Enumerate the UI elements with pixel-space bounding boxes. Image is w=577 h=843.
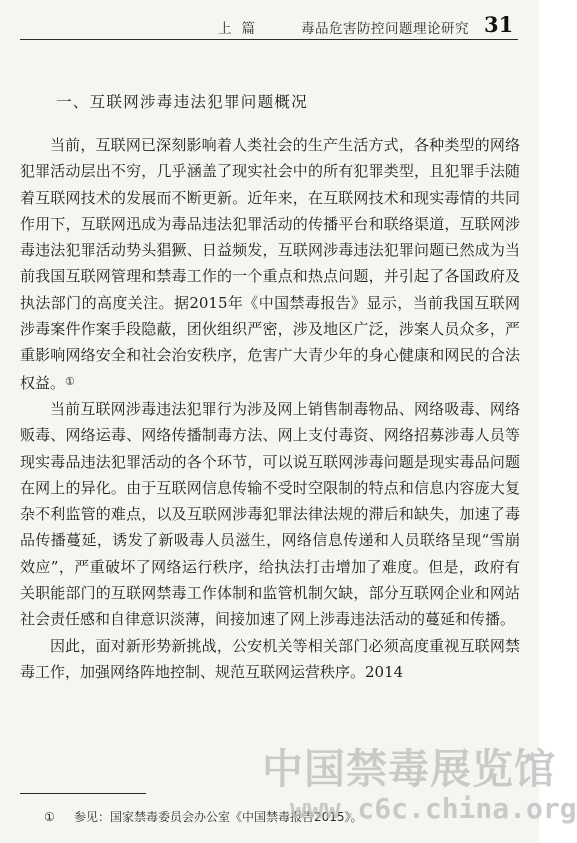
- footnote-reference[interactable]: ①: [65, 374, 75, 388]
- header-rule: [20, 39, 518, 40]
- running-header: [218, 14, 518, 38]
- watermark-url: www.c6c.china.org: [290, 792, 577, 825]
- section-heading: 一、互联网涉毒违法犯罪问题概况: [56, 93, 309, 111]
- paragraph-text: 当前互联网涉毒违法犯罪行为涉及网上销售制毒物品、网络吸毒、网络贩毒、网络运毒、网络传播制毒方法、网上支付毒资、网络招募涉毒人员等现实毒品违法犯罪活动的各个环节，可以说互联网涉毒问题是现实毒品问题在网上的异化。由于互联网信息传输不受时空限制的特点和信息内容庞大复杂不利监管的难点，以及互联网涉毒犯罪法律法规的滞后和缺失，加速了毒品传播蔓延，诱发了新吸毒人员滋生，网络信息传递和人员联络呈现“雪崩效应”，严重破坏了网络运行秩序，给执法打击增加了难度。但是，政府有关职能部门的互联网禁毒工作体制和监管机制欠缺，部分互联网企业和网站社会责任感和自律意识淡薄，间接加速了网上涉毒违法活动的蔓延和传播。: [20, 399, 520, 629]
- part-label: 上篇: [218, 21, 265, 37]
- paragraph-text: 因此，面对新形势新挑战，公安机关等相关部门必须高度重视互联网禁毒工作，加强网络阵地控制、规范互联网运营秩序。2014: [20, 636, 520, 681]
- watermark-title: 中国禁毒展览馆: [262, 745, 556, 793]
- footnote-text: 参见：国家禁毒委员会办公室《中国禁毒报告2015》。: [74, 810, 363, 824]
- footnote: [44, 808, 363, 825]
- paragraph: [20, 132, 520, 396]
- paragraph: [20, 396, 520, 633]
- footnote-mark: ①: [44, 810, 55, 824]
- paragraph-text: 当前，互联网已深刻影响着人类社会的生产生活方式，各种类型的网络犯罪活动层出不穷，几乎涵盖了现实社会中的所有犯罪类型，且犯罪手法随着互联网技术的发展而不断更新。近年来，在互联网技术和现实毒情的共同作用下，互联网迅成为毒品违法犯罪活动的传播平台和联络渠道，互联网涉毒违法犯罪活动势头猖獗、日益频发，互联网涉毒违法犯罪问题已然成为当前我国互联网管理和禁毒工作的一个重点和热点问题，并引起了各国政府及执法部门的高度关注。据2015年《中国禁毒报告》显示，当前我国互联网涉毒案件作案手段隐蔽，团伙组织严密，涉及地区广泛，涉案人员众多，严重影响网络安全和社会治安秩序，危害广大青少年的身心健康和网民的合法权益。: [20, 136, 520, 392]
- page-number: 31: [484, 12, 514, 37]
- body-text: [20, 132, 520, 685]
- footnote-rule: [20, 793, 146, 794]
- paragraph: [20, 633, 520, 686]
- chapter-title: 毒品危害防控问题理论研究: [301, 21, 469, 37]
